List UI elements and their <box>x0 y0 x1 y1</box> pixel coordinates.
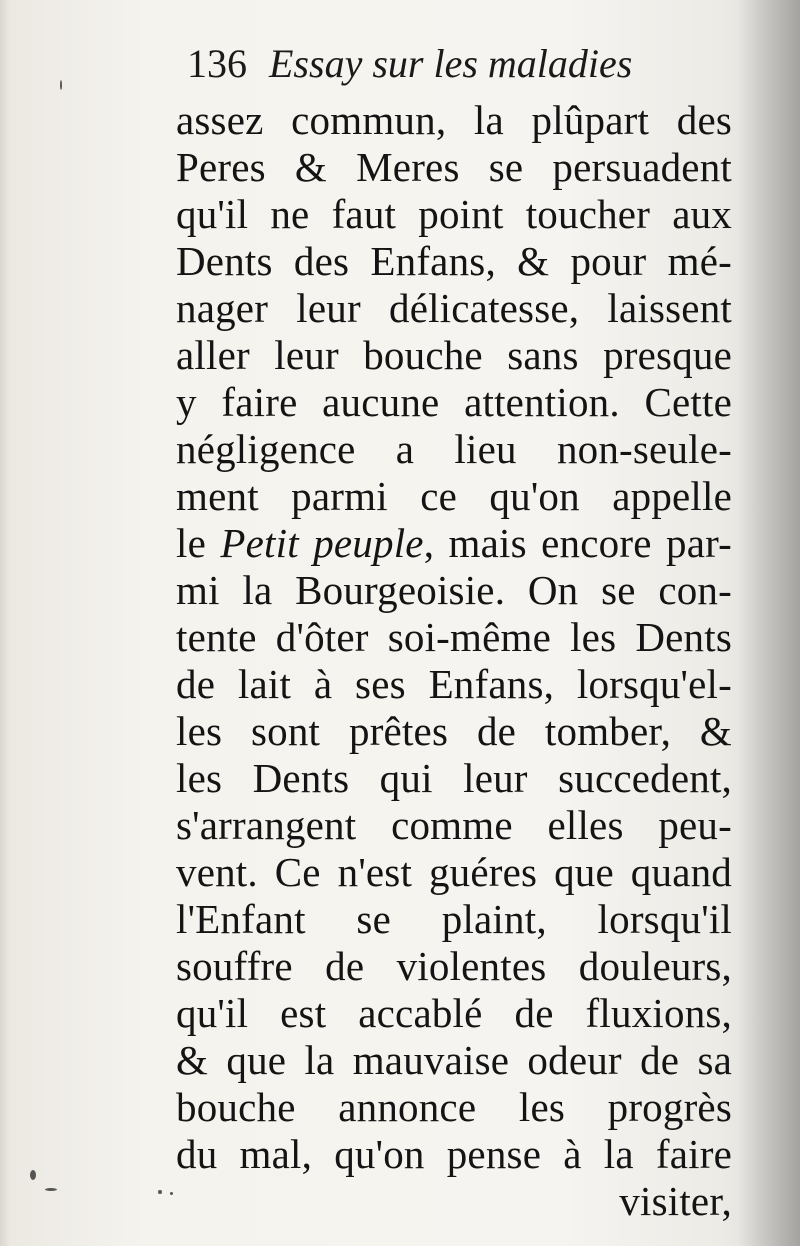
text-line: y faire aucune attention. Cette <box>176 379 732 425</box>
paper-speck <box>30 1170 36 1180</box>
text-line: négligence a lieu non-seule- <box>176 426 732 472</box>
text-line: nager leur délicatesse, laissent <box>176 285 732 331</box>
text-line: l'Enfant se plaint, lorsqu'il <box>176 896 732 942</box>
gutter-shadow <box>738 0 800 1246</box>
text-line: & que la mauvaise odeur de sa <box>176 1037 732 1083</box>
text-line: vent. Ce n'est guéres que quand <box>176 849 732 895</box>
paper-speck <box>158 1190 162 1194</box>
text-line: le Petit peuple, mais encore par- <box>176 520 732 566</box>
italic-phrase: Petit peuple <box>220 520 424 566</box>
page-number: 136 <box>187 41 247 86</box>
paper-speck <box>170 1192 173 1195</box>
text-line: souffre de violentes douleurs, <box>176 943 732 989</box>
paper-speck <box>45 1188 57 1191</box>
text-line: s'arrangent comme elles peu- <box>176 802 732 848</box>
catchword: visiter, <box>619 1178 732 1224</box>
text-line: qu'il est accablé de fluxions, <box>176 990 732 1036</box>
page-left-edge <box>0 0 10 1246</box>
body-text <box>176 97 732 1225</box>
text-line: bouche annonce les progrès <box>176 1084 732 1130</box>
text-line: aller leur bouche sans presque <box>176 332 732 378</box>
text-line: assez commun, la plûpart des <box>176 97 732 143</box>
text-line: du mal, qu'on pense à la faire <box>176 1131 732 1177</box>
text-line: tente d'ôter soi-même les Dents <box>176 614 732 660</box>
text-line: les Dents qui leur succedent, <box>176 755 732 801</box>
paper-speck <box>60 80 62 90</box>
text-line: Peres & Meres se persuadent <box>176 144 732 190</box>
text-line: Dents des Enfans, & pour mé- <box>176 238 732 284</box>
text-line: qu'il ne faut point toucher aux <box>176 191 732 237</box>
running-head: Essay sur les maladies <box>269 41 633 86</box>
page-headline <box>187 40 707 100</box>
text-line: de lait à ses Enfans, lorsqu'el- <box>176 661 732 707</box>
text-line: ment parmi ce qu'on appelle <box>176 473 732 519</box>
text-line: les sont prêtes de tomber, & <box>176 708 732 754</box>
text-line: mi la Bourgeoisie. On se con- <box>176 567 732 613</box>
